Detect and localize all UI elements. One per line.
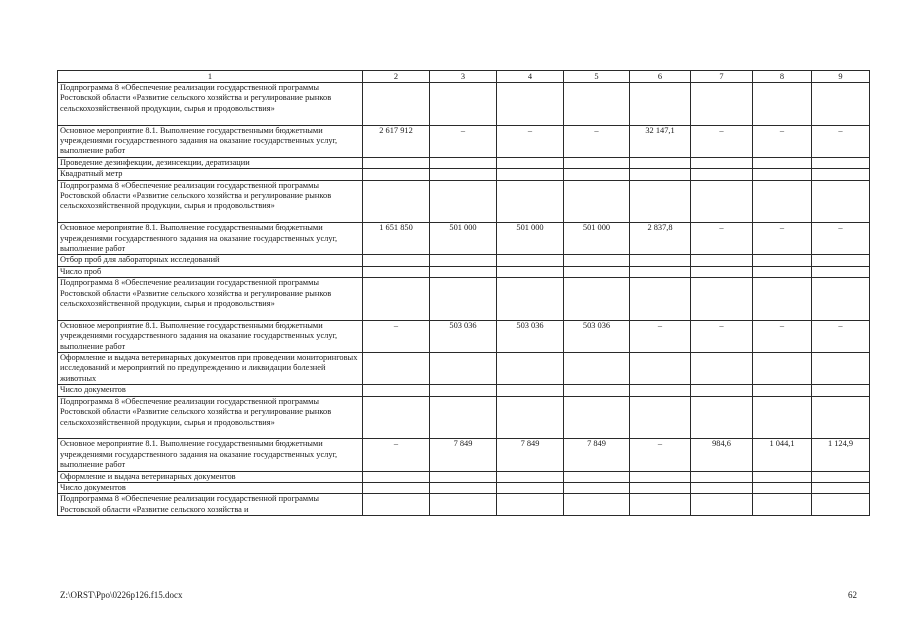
- table-row: [58, 353, 870, 385]
- value-cell: [497, 169, 564, 180]
- table-row: [58, 83, 870, 126]
- row-description-cell: Основное мероприятие 8.1. Выполнение государственными бюджетными учреждениями государственного задания на оказание государственных услуг, выполнение работ: [58, 223, 363, 255]
- value-cell: [497, 396, 564, 439]
- row-description-cell: Подпрограмма 8 «Обеспечение реализации государственной программы Ростовской области «Развитие сельского хозяйства и регулирование рынков сельскохозяйственной продукции, сырья и продовольствия»: [58, 83, 363, 126]
- value-cell: [753, 278, 812, 321]
- value-cell: [497, 471, 564, 482]
- value-cell: [497, 494, 564, 516]
- value-cell: 501 000: [564, 223, 630, 255]
- value-cell: [630, 169, 691, 180]
- row-description-cell: Число документов: [58, 482, 363, 493]
- table-row: [58, 320, 870, 352]
- value-cell: [753, 385, 812, 396]
- row-description-cell: Подпрограмма 8 «Обеспечение реализации государственной программы Ростовской области «Развитие сельского хозяйства и регулирование рынков сельскохозяйственной продукции, сырья и продовольствия»: [58, 180, 363, 223]
- value-cell: –: [630, 320, 691, 352]
- row-description-cell: Оформление и выдача ветеринарных документов при проведении мониторинговых исследований и мероприятий по предупреждению и ликвидации болезней животных: [58, 353, 363, 385]
- value-cell: [630, 385, 691, 396]
- table-row: [58, 385, 870, 396]
- row-description-cell: Число документов: [58, 385, 363, 396]
- value-cell: [564, 83, 630, 126]
- value-cell: –: [753, 223, 812, 255]
- value-cell: –: [564, 125, 630, 157]
- value-cell: [430, 482, 497, 493]
- table-row: [58, 266, 870, 277]
- row-description-cell: Число проб: [58, 266, 363, 277]
- value-cell: [812, 482, 870, 493]
- value-cell: –: [630, 439, 691, 471]
- value-cell: –: [497, 125, 564, 157]
- value-cell: [564, 396, 630, 439]
- value-cell: –: [812, 320, 870, 352]
- value-cell: [812, 353, 870, 385]
- value-cell: [430, 83, 497, 126]
- value-cell: 7 849: [497, 439, 564, 471]
- value-cell: [630, 353, 691, 385]
- value-cell: [430, 255, 497, 266]
- value-cell: 7 849: [430, 439, 497, 471]
- row-description-cell: Подпрограмма 8 «Обеспечение реализации государственной программы Ростовской области «Развитие сельского хозяйства и: [58, 494, 363, 516]
- row-description-cell: Квадратный метр: [58, 169, 363, 180]
- row-description-cell: Основное мероприятие 8.1. Выполнение государственными бюджетными учреждениями государственного задания на оказание государственных услуг, выполнение работ: [58, 320, 363, 352]
- value-cell: [812, 471, 870, 482]
- value-cell: [430, 494, 497, 516]
- row-description-cell: Основное мероприятие 8.1. Выполнение государственными бюджетными учреждениями государственного задания на оказание государственных услуг, выполнение работ: [58, 439, 363, 471]
- row-description-cell: Оформление и выдача ветеринарных документов: [58, 471, 363, 482]
- value-cell: [363, 494, 430, 516]
- value-cell: [812, 157, 870, 168]
- value-cell: 501 000: [430, 223, 497, 255]
- value-cell: [363, 482, 430, 493]
- data-table: [57, 70, 870, 516]
- value-cell: –: [753, 320, 812, 352]
- value-cell: [753, 180, 812, 223]
- value-cell: [497, 278, 564, 321]
- column-header: 9: [812, 71, 870, 83]
- value-cell: 1 124,9: [812, 439, 870, 471]
- table-row: [58, 482, 870, 493]
- page-number: 62: [848, 590, 857, 600]
- value-cell: [691, 278, 753, 321]
- value-cell: [691, 180, 753, 223]
- table-row: [58, 125, 870, 157]
- value-cell: [430, 169, 497, 180]
- value-cell: [753, 266, 812, 277]
- table-row: [58, 255, 870, 266]
- value-cell: [753, 255, 812, 266]
- row-description-cell: Отбор проб для лабораторных исследований: [58, 255, 363, 266]
- value-cell: 2 837,8: [630, 223, 691, 255]
- value-cell: 1 651 850: [363, 223, 430, 255]
- value-cell: [630, 494, 691, 516]
- value-cell: [564, 471, 630, 482]
- value-cell: –: [363, 320, 430, 352]
- value-cell: 501 000: [497, 223, 564, 255]
- row-description-cell: Подпрограмма 8 «Обеспечение реализации государственной программы Ростовской области «Развитие сельского хозяйства и регулирование рынков сельскохозяйственной продукции, сырья и продовольствия»: [58, 278, 363, 321]
- value-cell: [812, 266, 870, 277]
- value-cell: [430, 385, 497, 396]
- value-cell: [753, 157, 812, 168]
- value-cell: [497, 180, 564, 223]
- value-cell: –: [812, 125, 870, 157]
- value-cell: [363, 255, 430, 266]
- value-cell: [812, 396, 870, 439]
- value-cell: [430, 266, 497, 277]
- value-cell: [630, 278, 691, 321]
- value-cell: [812, 278, 870, 321]
- value-cell: [363, 180, 430, 223]
- row-description-cell: Основное мероприятие 8.1. Выполнение государственными бюджетными учреждениями государственного задания на оказание государственных услуг, выполнение работ: [58, 125, 363, 157]
- value-cell: 2 617 912: [363, 125, 430, 157]
- value-cell: 7 849: [564, 439, 630, 471]
- table-row: [58, 278, 870, 321]
- table-row: [58, 157, 870, 168]
- value-cell: [812, 83, 870, 126]
- value-cell: –: [691, 223, 753, 255]
- value-cell: [630, 255, 691, 266]
- value-cell: [812, 180, 870, 223]
- value-cell: –: [430, 125, 497, 157]
- value-cell: [630, 157, 691, 168]
- value-cell: [564, 278, 630, 321]
- value-cell: 503 036: [430, 320, 497, 352]
- file-path: Z:\ORST\Ppo\0226p126.f15.docx: [60, 590, 183, 600]
- value-cell: [430, 157, 497, 168]
- value-cell: [363, 471, 430, 482]
- value-cell: [564, 157, 630, 168]
- value-cell: [497, 255, 564, 266]
- value-cell: [630, 180, 691, 223]
- value-cell: 32 147,1: [630, 125, 691, 157]
- value-cell: [630, 266, 691, 277]
- table-row: [58, 180, 870, 223]
- column-header: 6: [630, 71, 691, 83]
- value-cell: [363, 266, 430, 277]
- column-header: 8: [753, 71, 812, 83]
- value-cell: [363, 385, 430, 396]
- value-cell: –: [753, 125, 812, 157]
- table-row: [58, 494, 870, 516]
- value-cell: [691, 83, 753, 126]
- value-cell: [430, 471, 497, 482]
- value-cell: [691, 482, 753, 493]
- value-cell: –: [691, 320, 753, 352]
- value-cell: [497, 353, 564, 385]
- table-row: [58, 396, 870, 439]
- column-header: 7: [691, 71, 753, 83]
- value-cell: –: [812, 223, 870, 255]
- value-cell: 503 036: [564, 320, 630, 352]
- value-cell: [753, 353, 812, 385]
- value-cell: [812, 255, 870, 266]
- value-cell: [691, 157, 753, 168]
- column-header: 5: [564, 71, 630, 83]
- value-cell: [363, 278, 430, 321]
- value-cell: [753, 482, 812, 493]
- table-row: [58, 223, 870, 255]
- value-cell: [630, 482, 691, 493]
- value-cell: [691, 385, 753, 396]
- column-header: 3: [430, 71, 497, 83]
- value-cell: [564, 266, 630, 277]
- value-cell: [691, 169, 753, 180]
- table-body: [58, 83, 870, 516]
- value-cell: [753, 396, 812, 439]
- value-cell: [497, 83, 564, 126]
- value-cell: [753, 83, 812, 126]
- value-cell: [753, 471, 812, 482]
- column-header: 2: [363, 71, 430, 83]
- value-cell: [564, 255, 630, 266]
- value-cell: [497, 482, 564, 493]
- value-cell: [497, 157, 564, 168]
- value-cell: [363, 83, 430, 126]
- value-cell: –: [691, 125, 753, 157]
- value-cell: [564, 353, 630, 385]
- value-cell: [363, 396, 430, 439]
- value-cell: [630, 396, 691, 439]
- value-cell: [363, 157, 430, 168]
- value-cell: [564, 385, 630, 396]
- value-cell: [691, 353, 753, 385]
- value-cell: [497, 266, 564, 277]
- value-cell: [691, 255, 753, 266]
- table-row: [58, 439, 870, 471]
- row-description-cell: Подпрограмма 8 «Обеспечение реализации государственной программы Ростовской области «Развитие сельского хозяйства и регулирование рынков сельскохозяйственной продукции, сырья и продовольствия»: [58, 396, 363, 439]
- table-header-row: [58, 71, 870, 83]
- value-cell: [630, 471, 691, 482]
- value-cell: [691, 471, 753, 482]
- value-cell: [812, 494, 870, 516]
- value-cell: [753, 494, 812, 516]
- value-cell: [363, 169, 430, 180]
- value-cell: [812, 169, 870, 180]
- value-cell: [691, 396, 753, 439]
- value-cell: 984,6: [691, 439, 753, 471]
- column-header: 4: [497, 71, 564, 83]
- value-cell: [691, 494, 753, 516]
- value-cell: [430, 396, 497, 439]
- value-cell: [564, 482, 630, 493]
- value-cell: [753, 169, 812, 180]
- value-cell: [691, 266, 753, 277]
- value-cell: [430, 278, 497, 321]
- value-cell: 503 036: [497, 320, 564, 352]
- value-cell: [630, 83, 691, 126]
- value-cell: –: [363, 439, 430, 471]
- table-row: [58, 471, 870, 482]
- value-cell: [812, 385, 870, 396]
- row-description-cell: Проведение дезинфекции, дезинсекции, дератизации: [58, 157, 363, 168]
- value-cell: [497, 385, 564, 396]
- value-cell: [430, 353, 497, 385]
- value-cell: [564, 180, 630, 223]
- value-cell: [564, 494, 630, 516]
- value-cell: 1 044,1: [753, 439, 812, 471]
- value-cell: [363, 353, 430, 385]
- column-header: 1: [58, 71, 363, 83]
- table-row: [58, 169, 870, 180]
- value-cell: [564, 169, 630, 180]
- value-cell: [430, 180, 497, 223]
